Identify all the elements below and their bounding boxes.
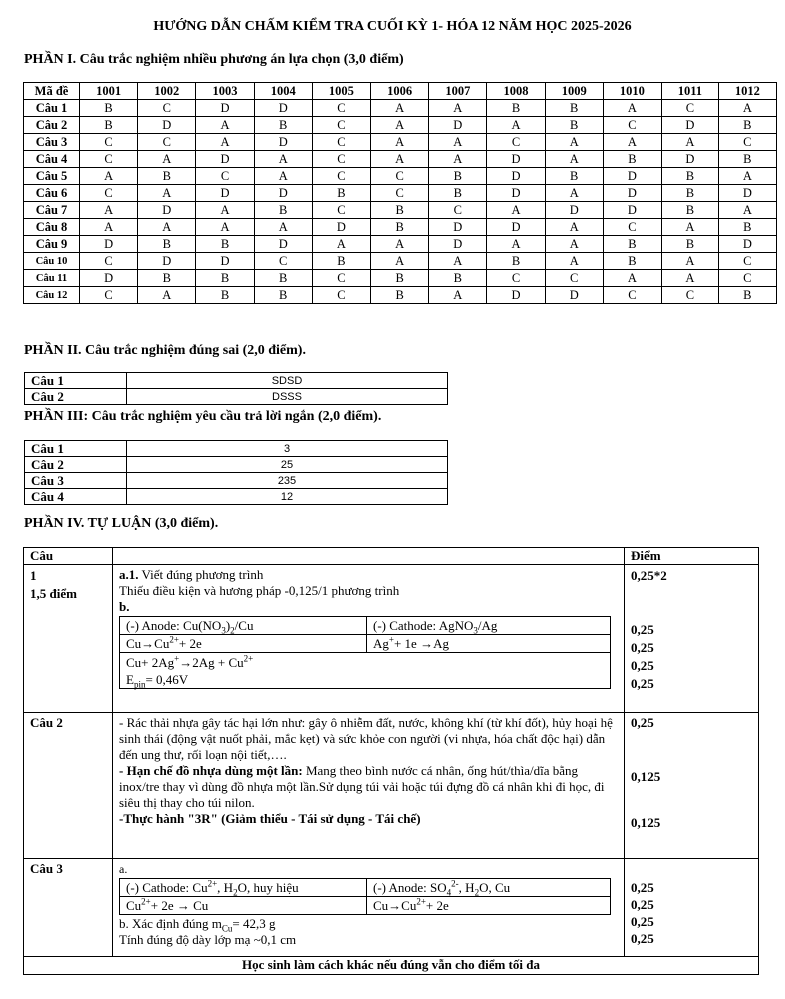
answer-cell: A [196, 202, 254, 219]
answer-cell: A [487, 236, 545, 253]
answer-cell: B [196, 270, 254, 287]
answer-row [24, 270, 777, 287]
answer-cell: D [603, 185, 661, 202]
answer-cell: B [487, 100, 545, 117]
answer-cell: A [487, 117, 545, 134]
answer-cell: D [662, 151, 719, 168]
answer-cell: C [312, 202, 370, 219]
answer-cell: A [545, 151, 603, 168]
answer-value: DSSS [127, 389, 448, 405]
q1-cathode-cell: (-) Cathode: AgNO$_3$/Ag [367, 617, 611, 635]
answer-cell: A [603, 270, 661, 287]
q3-cathode-cell: (-) Cathode: $Cu^{2+}$, $H_2O$, huy hiệu [120, 879, 367, 897]
question-label: Câu 6 [24, 185, 80, 202]
question-label: Câu 3 [25, 473, 127, 489]
answer-cell: C [80, 134, 138, 151]
answer-cell: C [312, 151, 370, 168]
answer-cell: A [371, 151, 429, 168]
q2-paragraph-1: - Rác thải nhựa gây tác hại lớn như: gây ô nhiễm đất, nước, không khí (từ khí đốt), hủy hoại hệ sinh thái (động vật nuốt phải, mắc kẹt) và sức khỏe con người (vi nhựa, hóa chất độc hại) dẫn đến ung thư, rối loạn nội tiết,…. [119, 715, 613, 762]
answer-cell: C [80, 185, 138, 202]
exam-code-header: 1008 [487, 83, 545, 100]
question-label: Câu 4 [24, 151, 80, 168]
q2-score-1: 0,25 [631, 715, 654, 730]
q1-score-b4: 0,25 [631, 676, 654, 691]
answer-cell: D [545, 287, 603, 304]
answer-cell: A [662, 270, 719, 287]
answer-cell: D [254, 185, 312, 202]
answer-cell: A [545, 219, 603, 236]
answer-cell: B [429, 270, 487, 287]
question-3-row [24, 859, 759, 957]
answer-cell: B [196, 287, 254, 304]
answer-cell: D [662, 117, 719, 134]
exam-code-header: 1006 [371, 83, 429, 100]
answer-cell: C [312, 117, 370, 134]
question-label: Câu 7 [24, 202, 80, 219]
col-score-header: Điểm [625, 548, 759, 565]
question-label: Câu 11 [24, 270, 80, 287]
question-label: Câu 4 [25, 489, 127, 505]
question-label: Câu 2 [25, 389, 127, 405]
answer-cell: A [138, 151, 196, 168]
exam-code-header: 1009 [545, 83, 603, 100]
q2-label: Câu 2 [24, 713, 113, 859]
q2-paragraph-3: -Thực hành "3R" (Giảm thiểu - Tái sử dụng - Tái chế) [119, 811, 421, 826]
answer-cell: B [545, 117, 603, 134]
answer-cell: D [138, 117, 196, 134]
answer-cell: C [603, 219, 661, 236]
q3-b-text: b. Xác định đúng $m_{Cu}= 42,3$ g [119, 916, 276, 934]
exam-code-header: 1012 [718, 83, 776, 100]
question-label: Câu 1 [24, 100, 80, 117]
q3-anode-equation: $Cu\to Cu^{2+}+ 2e$ [367, 897, 611, 915]
answer-cell: A [138, 219, 196, 236]
answer-cell: B [545, 168, 603, 185]
answer-cell: C [603, 117, 661, 134]
exam-code-header: 1004 [254, 83, 312, 100]
answer-cell: C [312, 287, 370, 304]
answer-cell: D [196, 253, 254, 270]
answer-cell: B [254, 287, 312, 304]
answer-cell: C [429, 202, 487, 219]
part3-row [25, 441, 448, 457]
answer-cell: B [603, 236, 661, 253]
q2-paragraph-2: Mang theo bình nước cá nhân, ống hút/thìa/dĩa bằng inox/tre thay vì dùng đồ nhựa một lần.Sử dụng túi vải hoặc túi đựng đồ cá nhân khi đi học, đi siêu thị thay cho túi nilon. [119, 763, 605, 810]
question-label: Câu 10 [24, 253, 80, 270]
answer-cell: C [254, 253, 312, 270]
answer-cell: B [603, 151, 661, 168]
answer-cell: A [196, 134, 254, 151]
q1-anode-cell: (-) Anode: $Cu(NO_3)_2/Cu$ [120, 617, 367, 635]
q1-label: 1 [30, 568, 37, 583]
answer-cell: D [138, 202, 196, 219]
q1-a-label: a.1. [119, 567, 139, 582]
exam-code-header: 1010 [603, 83, 661, 100]
answer-cell: D [718, 185, 776, 202]
answer-row [24, 253, 777, 270]
answer-cell: C [371, 168, 429, 185]
answer-cell: C [371, 185, 429, 202]
answer-value: 25 [127, 457, 448, 473]
answer-cell: C [545, 270, 603, 287]
question-label: Câu 2 [25, 457, 127, 473]
q3-score-1: 0,25 [631, 880, 654, 895]
answer-cell: A [371, 134, 429, 151]
answer-cell: A [545, 236, 603, 253]
answer-cell: B [718, 287, 776, 304]
q3-a-label: a. [119, 862, 128, 876]
answer-cell: C [312, 134, 370, 151]
answer-cell: C [662, 287, 719, 304]
answer-value: 12 [127, 489, 448, 505]
answer-cell: A [196, 117, 254, 134]
answer-cell: B [603, 253, 661, 270]
answer-cell: A [254, 168, 312, 185]
part3-row [25, 457, 448, 473]
q2-score-3: 0,125 [631, 815, 661, 830]
answer-cell: C [312, 100, 370, 117]
part2-heading: PHẦN II. Câu trắc nghiệm đúng sai (2,0 điểm). [24, 343, 306, 358]
answer-cell: B [371, 219, 429, 236]
grading-note: Học sinh làm cách khác nếu đúng vẫn cho điểm tối đa [24, 957, 759, 975]
answer-cell: C [487, 134, 545, 151]
answer-cell: A [371, 117, 429, 134]
q1-score-b2: 0,25 [631, 640, 654, 655]
q3-electrolysis-table [119, 878, 611, 915]
answer-key-corner: Mã đề [24, 83, 80, 100]
q3-score-4: 0,25 [631, 931, 654, 946]
true-false-table [24, 372, 448, 405]
answer-cell: D [80, 270, 138, 287]
answer-cell: D [196, 151, 254, 168]
q1-score-b3: 0,25 [631, 658, 654, 673]
short-answer-table [24, 440, 448, 505]
answer-cell: A [429, 134, 487, 151]
answer-cell: D [487, 168, 545, 185]
part1-heading: PHẦN I. Câu trắc nghiệm nhiều phương án lựa chọn (3,0 điểm) [24, 52, 404, 67]
answer-cell: B [429, 168, 487, 185]
answer-cell: D [603, 168, 661, 185]
question-label: Câu 2 [24, 117, 80, 134]
answer-cell: D [196, 185, 254, 202]
answer-cell: A [662, 253, 719, 270]
answer-value: SDSD [127, 373, 448, 389]
answer-value: 235 [127, 473, 448, 489]
answer-cell: B [80, 117, 138, 134]
answer-cell: C [80, 287, 138, 304]
answer-cell: B [371, 202, 429, 219]
answer-cell: B [312, 185, 370, 202]
q1-cathode-equation: Ag++ 1e →Ag [367, 635, 611, 653]
answer-cell: D [429, 117, 487, 134]
exam-code-header: 1011 [662, 83, 719, 100]
answer-cell: A [718, 100, 776, 117]
q3-anode-cell: (-) Anode: $SO_4^{2-}$, $H_2O$, Cu [367, 879, 611, 897]
answer-cell: C [487, 270, 545, 287]
answer-row [24, 134, 777, 151]
answer-cell: A [487, 202, 545, 219]
question-2-row [24, 713, 759, 859]
answer-row [24, 185, 777, 202]
col-question-header: Câu [24, 548, 113, 565]
answer-cell: A [80, 202, 138, 219]
question-label: Câu 9 [24, 236, 80, 253]
question-label: Câu 5 [24, 168, 80, 185]
answer-cell: A [545, 134, 603, 151]
answer-cell: B [718, 219, 776, 236]
q1-score-b1: 0,25 [631, 622, 654, 637]
answer-row [24, 236, 777, 253]
q1-a-text: Viết đúng phương trình [138, 567, 264, 582]
answer-cell: A [254, 151, 312, 168]
answer-cell: C [196, 168, 254, 185]
answer-cell: B [254, 117, 312, 134]
answer-cell: A [545, 185, 603, 202]
answer-cell: D [487, 185, 545, 202]
answer-cell: A [603, 100, 661, 117]
exam-code-header: 1007 [429, 83, 487, 100]
answer-cell: C [138, 100, 196, 117]
answer-cell: D [138, 253, 196, 270]
col-content-header [113, 548, 625, 565]
answer-cell: A [545, 253, 603, 270]
exam-code-header: 1001 [80, 83, 138, 100]
answer-row [24, 219, 777, 236]
answer-cell: A [312, 236, 370, 253]
answer-cell: C [718, 134, 776, 151]
question-label: Câu 1 [25, 441, 127, 457]
answer-cell: A [138, 185, 196, 202]
answer-cell: B [662, 202, 719, 219]
answer-cell: B [138, 168, 196, 185]
answer-cell: D [603, 202, 661, 219]
part3-row [25, 489, 448, 505]
answer-row [24, 100, 777, 117]
answer-cell: D [254, 100, 312, 117]
answer-cell: C [138, 134, 196, 151]
answer-cell: A [254, 219, 312, 236]
answer-row [24, 151, 777, 168]
answer-cell: B [80, 100, 138, 117]
answer-cell: A [429, 253, 487, 270]
answer-cell: A [718, 168, 776, 185]
q1-a-note: Thiếu điều kiện và hương pháp -0,125/1 phương trình [119, 583, 400, 598]
answer-cell: D [487, 151, 545, 168]
q1-points: 1,5 điểm [30, 586, 77, 601]
part4-heading: PHẦN IV. TỰ LUẬN (3,0 điểm). [24, 516, 219, 531]
exam-code-header: 1005 [312, 83, 370, 100]
answer-value: 3 [127, 441, 448, 457]
answer-cell: D [429, 219, 487, 236]
answer-cell: A [371, 253, 429, 270]
answer-cell: B [312, 253, 370, 270]
q3-label: Câu 3 [24, 859, 113, 957]
answer-cell: B [371, 270, 429, 287]
answer-cell: C [603, 287, 661, 304]
answer-cell: A [718, 202, 776, 219]
answer-cell: D [718, 236, 776, 253]
q1-score-a: 0,25*2 [631, 568, 667, 583]
answer-cell: B [545, 100, 603, 117]
answer-cell: A [662, 134, 719, 151]
answer-cell: D [80, 236, 138, 253]
answer-cell: D [254, 236, 312, 253]
answer-cell: A [371, 236, 429, 253]
exam-code-header: 1002 [138, 83, 196, 100]
answer-cell: C [718, 253, 776, 270]
part3-heading: PHẦN III: Câu trắc nghiệm yêu cầu trả lời ngắn (2,0 điểm). [24, 409, 382, 424]
answer-cell: C [80, 151, 138, 168]
answer-cell: D [254, 134, 312, 151]
answer-cell: C [312, 168, 370, 185]
answer-cell: B [662, 185, 719, 202]
answer-cell: B [662, 168, 719, 185]
answer-cell: B [371, 287, 429, 304]
answer-cell: A [80, 219, 138, 236]
question-label: Câu 1 [25, 373, 127, 389]
answer-cell: B [138, 270, 196, 287]
answer-cell: B [718, 117, 776, 134]
q3-cathode-equation: $Cu^{2+}+ 2e \to Cu$ [120, 897, 367, 915]
answer-row [24, 202, 777, 219]
question-label: Câu 8 [24, 219, 80, 236]
answer-cell: B [138, 236, 196, 253]
part2-row [25, 389, 448, 405]
exam-code-header: 1003 [196, 83, 254, 100]
q3-c-text: Tính đúng độ dày lớp mạ ~0,1 cm [119, 932, 297, 947]
answer-cell: D [487, 287, 545, 304]
answer-cell: C [718, 270, 776, 287]
answer-cell: C [662, 100, 719, 117]
q2-score-2: 0,125 [631, 769, 661, 784]
q3-score-3: 0,25 [631, 914, 654, 929]
answer-cell: A [429, 100, 487, 117]
answer-cell: B [429, 185, 487, 202]
q3-score-2: 0,25 [631, 897, 654, 912]
answer-row [24, 168, 777, 185]
answer-cell: B [662, 236, 719, 253]
answer-cell: A [429, 151, 487, 168]
answer-row [24, 287, 777, 304]
answer-cell: A [662, 219, 719, 236]
answer-cell: A [603, 134, 661, 151]
answer-cell: B [254, 202, 312, 219]
question-label: Câu 3 [24, 134, 80, 151]
answer-cell: A [80, 168, 138, 185]
answer-key-table [23, 82, 777, 304]
q2-paragraph-2-bold: - Hạn chế đồ nhựa dùng một lần: [119, 763, 303, 778]
answer-cell: B [718, 151, 776, 168]
answer-cell: C [80, 253, 138, 270]
answer-cell: A [371, 100, 429, 117]
q1-anode-equation: $Cu\to Cu^{2+}+ 2e$ [120, 635, 367, 653]
q1-cell-table [119, 616, 611, 689]
question-label: Câu 12 [24, 287, 80, 304]
answer-cell: D [312, 219, 370, 236]
answer-cell: D [545, 202, 603, 219]
document-title: HƯỚNG DẪN CHẤM KIỂM TRA CUỐI KỲ 1- HÓA 12 NĂM HỌC 2025-2026 [153, 19, 632, 34]
answer-cell: A [429, 287, 487, 304]
answer-cell: B [196, 236, 254, 253]
answer-cell: D [196, 100, 254, 117]
answer-cell: A [138, 287, 196, 304]
answer-cell: C [312, 270, 370, 287]
answer-cell: A [196, 219, 254, 236]
answer-cell: B [254, 270, 312, 287]
q1-overall-cell: $Cu+ 2Ag^+\to 2Ag + Cu^{2+}$ $E_{pin}= 0,46V$ [120, 653, 611, 689]
part2-row [25, 373, 448, 389]
answer-cell: D [487, 219, 545, 236]
part3-row [25, 473, 448, 489]
answer-row [24, 117, 777, 134]
answer-cell: B [487, 253, 545, 270]
essay-table [23, 547, 759, 975]
q1-b-label: b. [119, 599, 130, 614]
question-1-row [24, 565, 759, 713]
answer-cell: D [429, 236, 487, 253]
